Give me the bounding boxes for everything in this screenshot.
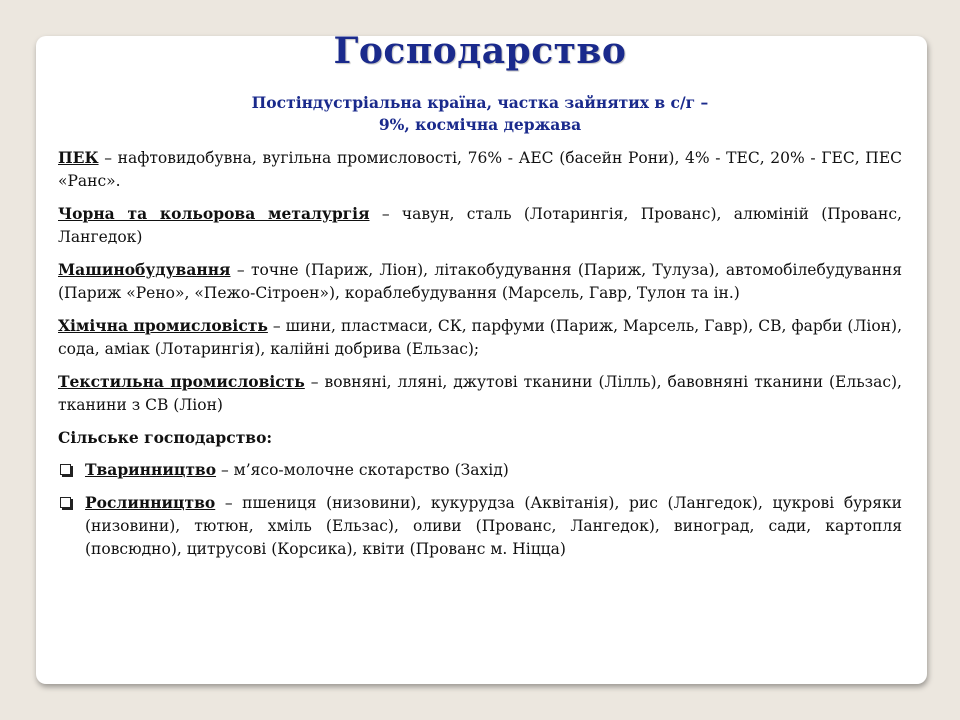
paragraph-term: Машинобудування (58, 260, 231, 279)
paragraph-text: – вовняні, лляні, джутові тканини (Лілль), бавовняні тканини (Ельзас), тканини з СВ (Ліон) (58, 373, 902, 414)
paragraph-text: – нафтовидобувна, вугільна промисловості, 76% - АЕС (басейн Рони), 4% - ТЕС, 20% - ГЕС, ПЕС «Ранс». (58, 149, 902, 190)
slide-title: Господарство (333, 30, 627, 72)
paragraph-machinery (58, 258, 902, 305)
paragraph-term: Хімічна промисловість (58, 316, 268, 335)
slide-content (58, 146, 902, 570)
checkbox-bullet-icon (60, 464, 71, 475)
bullet-text (85, 491, 902, 561)
bullet-livestock (58, 458, 902, 482)
agriculture-heading: Сільське господарство: (58, 428, 273, 447)
bullet-body: – м’ясо-молочне скотарство (Захід) (216, 461, 509, 479)
bullet-crops (58, 491, 902, 561)
paragraph-term: Текстильна промисловість (58, 372, 305, 391)
checkbox-bullet-icon (60, 497, 71, 508)
paragraph-term: ПЕК (58, 148, 99, 167)
paragraph-term: Чорна та кольорова металургія (58, 204, 370, 223)
paragraph-metallurgy (58, 202, 902, 249)
bullet-term: Тваринництво (85, 460, 217, 479)
paragraph-text: – чавун, сталь (Лотарингія, Прованс), алюміній (Прованс, Лангедок) (58, 205, 902, 246)
paragraph-textile (58, 370, 902, 417)
paragraph-text: – шини, пластмаси, СК, парфуми (Париж, Марсель, Гавр), СВ, фарби (Ліон), сода, аміак (Лотарингія), калійні добрива (Ельзас); (58, 317, 902, 358)
subtitle-line-1: Постіндустріальна країна, частка зайнятих в с/г – (251, 93, 709, 112)
paragraph-chemical (58, 314, 902, 361)
subtitle-line-2: 9%, космічна держава (378, 115, 582, 134)
bullet-text (85, 458, 902, 482)
paragraph-text: – точне (Париж, Ліон), літакобудування (Париж, Тулуза), автомобілебудування (Париж «Рено», «Пежо-Сітроен»), кораблебудування (Марсель, Гавр, Тулон та ін.) (58, 261, 902, 302)
slide-subtitle (150, 92, 810, 136)
bullet-body: – пшениця (низовини), кукурудза (Аквітанія), рис (Лангедок), цукрові буряки (низовини), тютюн, хміль (Ельзас), оливи (Прованс, Лангедок), виноград, сади, картопля (повсюдно), цитрусові (Корсика), квіти (Прованс м. Ніцца) (85, 494, 902, 558)
paragraph-energy (58, 146, 902, 193)
bullet-term: Рослинництво (85, 493, 216, 512)
